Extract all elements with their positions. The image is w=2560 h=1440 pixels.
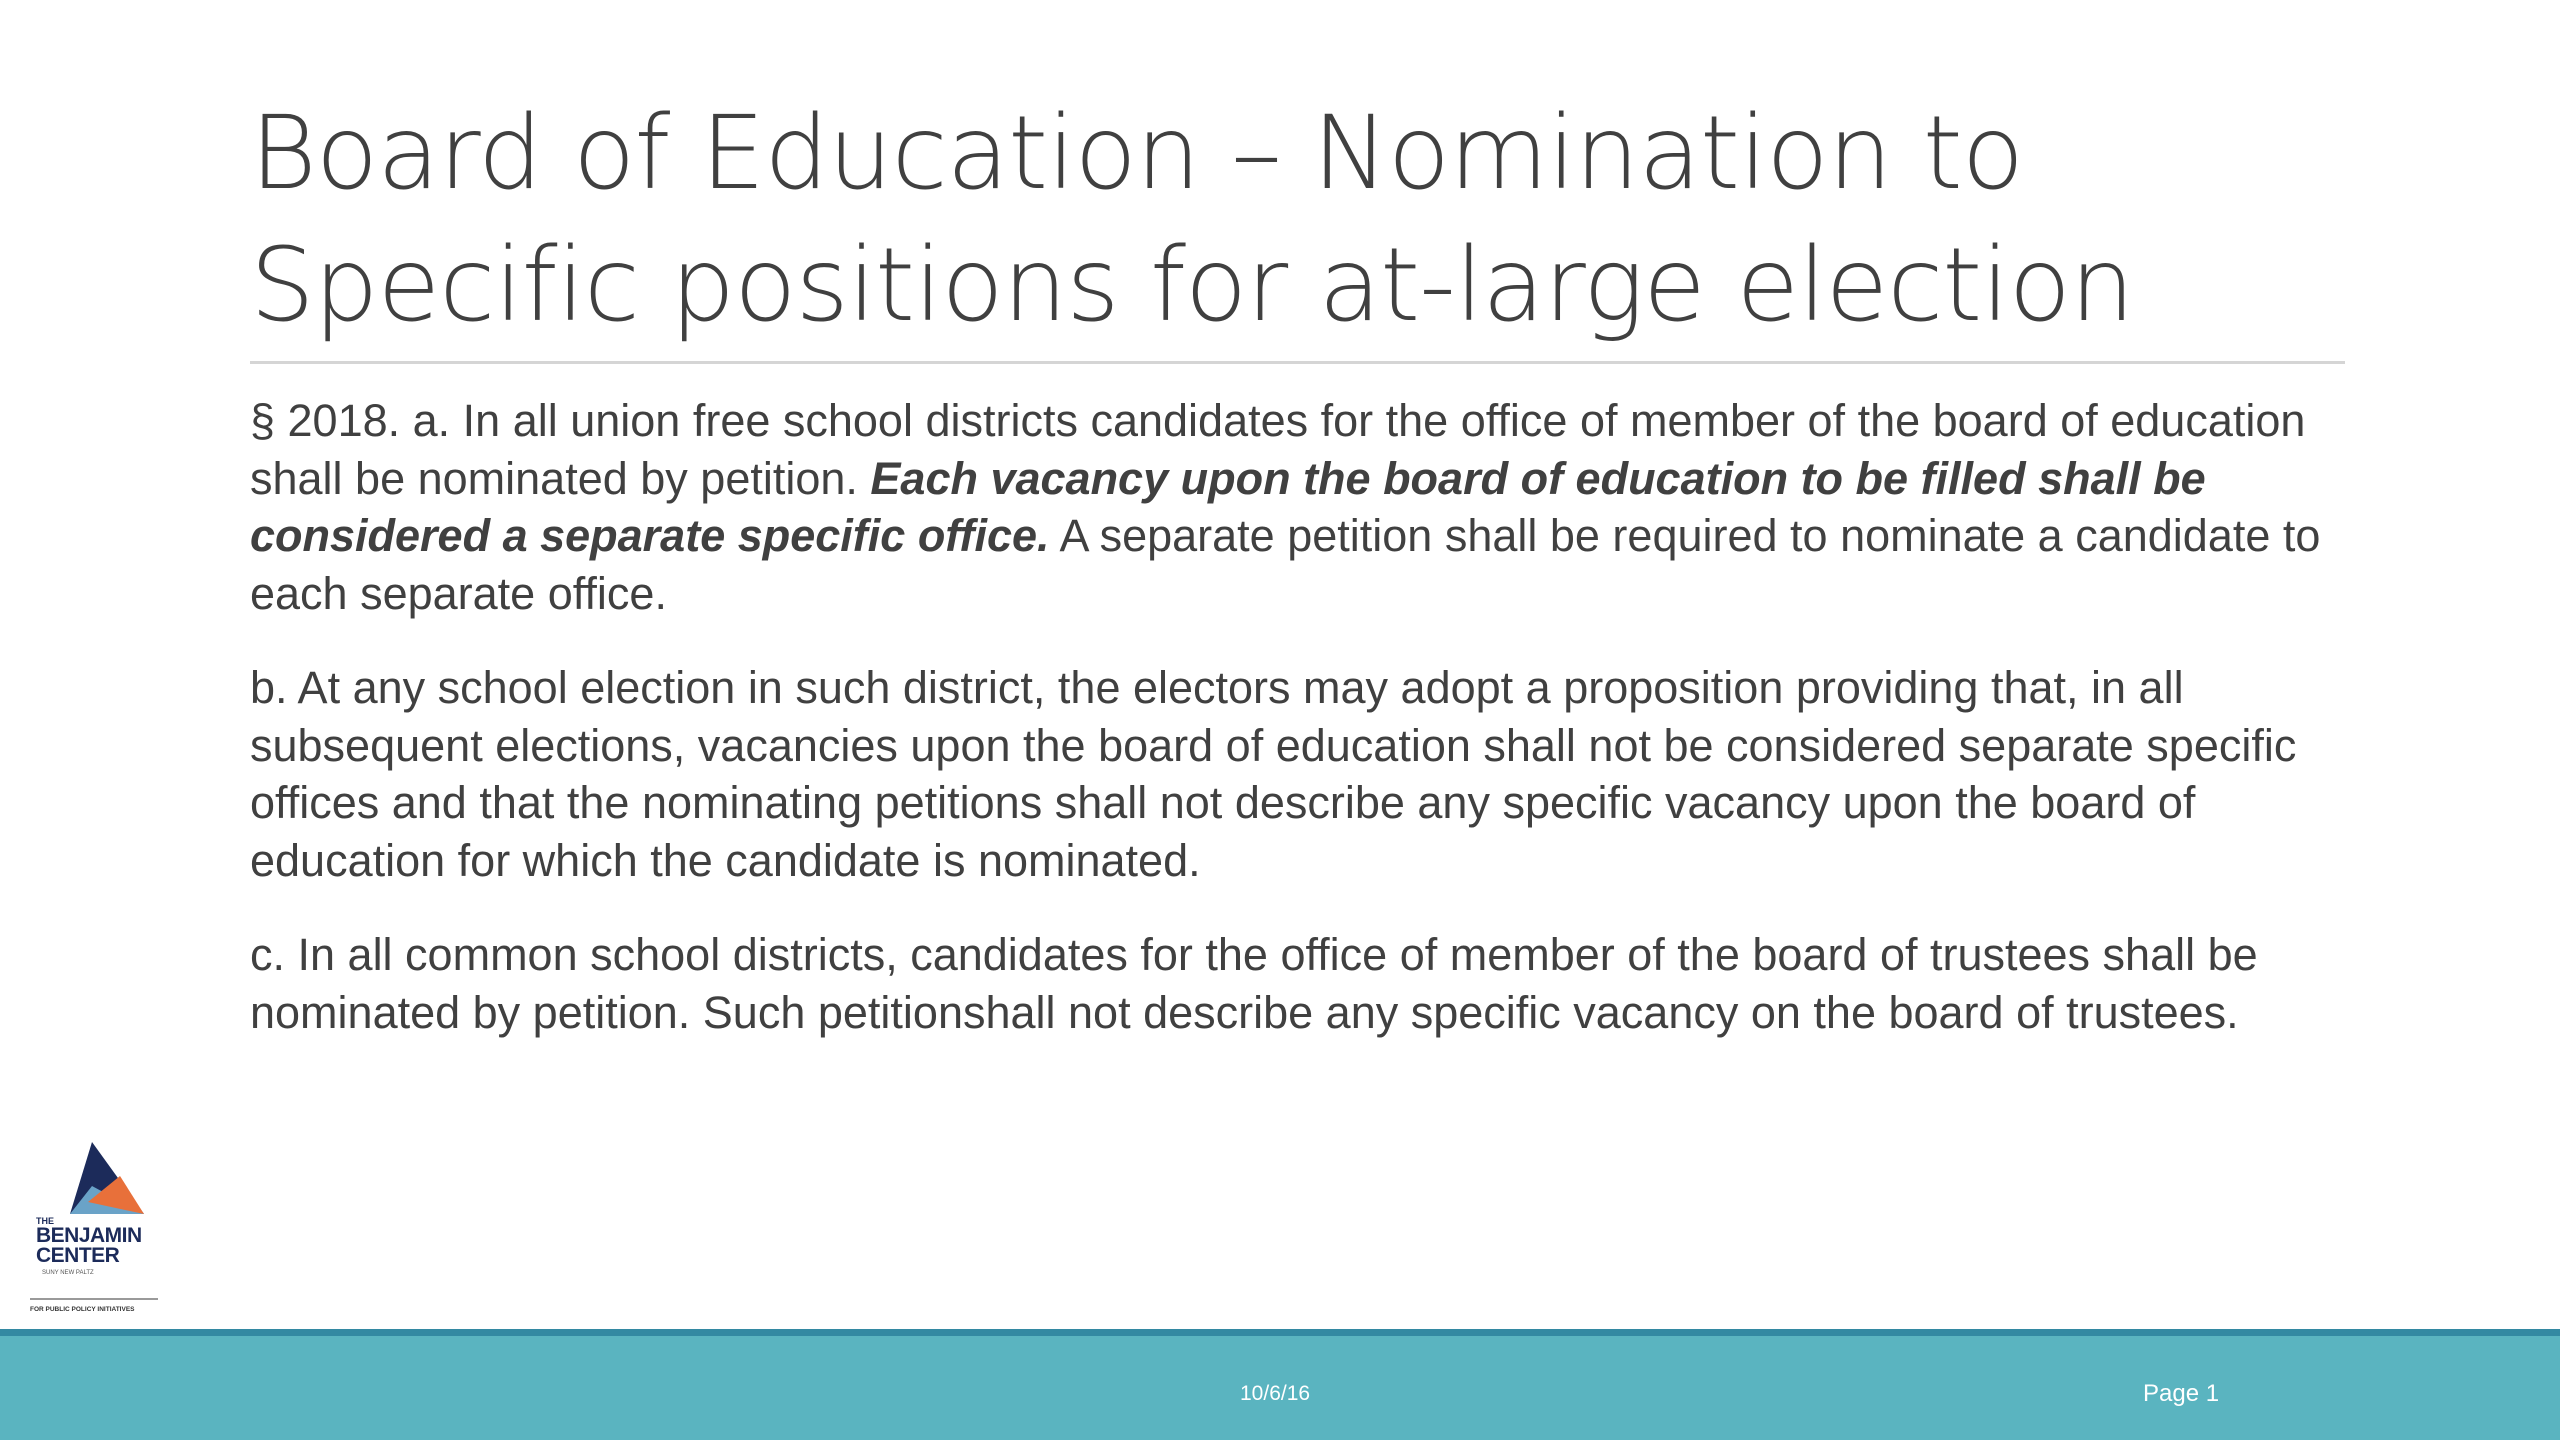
title-line-2: Specific positions for at-large election bbox=[250, 226, 2134, 345]
logo-triangle-icon bbox=[28, 1136, 162, 1226]
footer-date: 10/6/16 bbox=[1240, 1382, 1311, 1405]
paragraph-a bbox=[250, 392, 2360, 622]
logo-divider bbox=[30, 1298, 158, 1300]
paragraph-c: c. In all common school districts, candidates for the office of member of the board of trustees shall be nominated by petition. Such petitionshall not describe any specific vacancy on the board of trustees. bbox=[250, 929, 2258, 1038]
slide-title bbox=[250, 88, 2350, 352]
footer-page-number: Page 1 bbox=[2143, 1380, 2220, 1407]
paragraph-a-intro: § 2018. a. In all union free school districts candidates for the office of member of the board of education shall be nominated by petition. bbox=[250, 395, 2306, 504]
logo-name-line-1: BENJAMIN bbox=[36, 1224, 142, 1247]
logo-tagline: FOR PUBLIC POLICY INITIATIVES bbox=[30, 1306, 135, 1313]
paragraph-a-rest: A separate petition shall be required to nominate a candidate to each separate office. bbox=[250, 510, 2321, 619]
paragraph-a-emphasis: Each vacancy upon the board of education to be filled shall be considered a separate specific office. bbox=[250, 452, 2206, 561]
logo-the: THE bbox=[36, 1216, 54, 1226]
slide-body bbox=[250, 392, 2360, 1078]
logo-name-line-2: CENTER bbox=[36, 1244, 120, 1267]
logo-subtitle: SUNY NEW PALTZ bbox=[42, 1270, 94, 1276]
paragraph-b: b. At any school election in such district, the electors may adopt a proposition providing that, in all subsequent elections, vacancies upon the board of education shall not be considered separate specific offices and that the nominating petitions shall not describe any specific vacancy upon the board of education for which the candidate is nominated. bbox=[250, 662, 2297, 886]
benjamin-center-logo bbox=[28, 1136, 162, 1316]
logo-name bbox=[36, 1226, 142, 1266]
footer-accent-line bbox=[0, 1329, 2560, 1336]
title-line-1: Board of Education – Nomination to bbox=[250, 94, 2024, 213]
title-divider bbox=[250, 361, 2345, 364]
